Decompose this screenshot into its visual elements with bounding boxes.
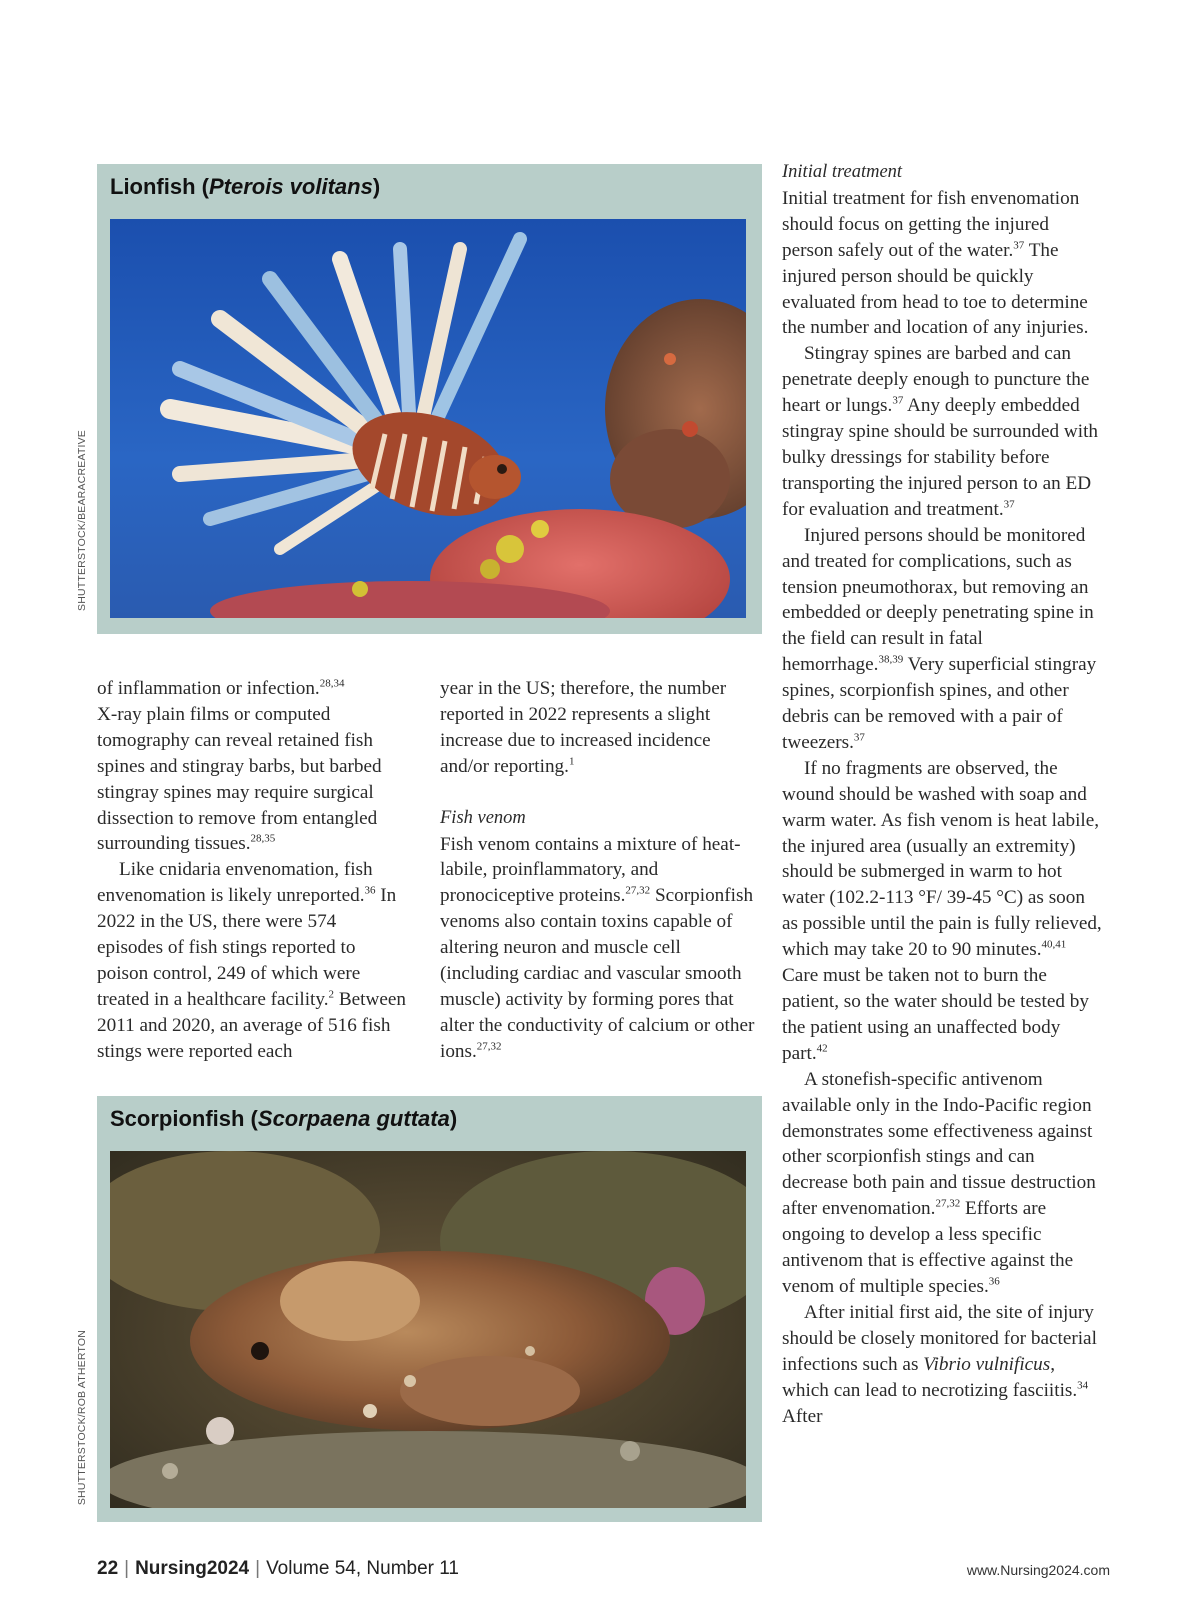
footer-citation: 22 | Nursing2024 | Volume 54, Number 11 <box>97 1558 459 1579</box>
body-column-2 <box>440 676 762 1065</box>
lionfish-figure-title: Lionfish (Pterois volitans) <box>110 174 381 199</box>
volume-issue: Volume 54, Number 11 <box>266 1558 459 1579</box>
scorpionfish-figure <box>97 1096 762 1522</box>
paragraph: of inflammation or infection.$^{28,34}$ <box>97 677 345 699</box>
scorpionfish-photo-credit: SHUTTERSTOCK/ROB ATHERTON <box>76 1330 88 1506</box>
scorpionfish-photo <box>110 1151 746 1508</box>
body-column-3 <box>782 160 1104 1429</box>
paragraph: Injured persons should be monitored and treated for complications, such as tension pneumothorax, but removing an embedded or deeply penetrating spine in the field can result in fatal hemorrhage.$^{38,39}$ Very superficial stingray spines, scorpionfish spines, and other debris can be removed with a pair of tweezers.$^{37}$ <box>782 524 1097 753</box>
paragraph: Initial treatment for fish envenomation should focus on getting the injured person safely out of the water.$^{37}$ The injured person should be quickly evaluated from head to toe to determine the number and location of any injuries. <box>782 187 1089 339</box>
paragraph: A stonefish-specific antivenom available only in the Indo-Pacific region demonstrates some effectiveness against other scorpionfish stings and can decrease both pain and tissue destruction after envenomation.$^{27,32}$ Efforts are ongoing to develop a less specific antivenom that is effective against the venom of multiple species.$^{36}$ <box>782 1068 1096 1297</box>
scorpionfish-figure-title: Scorpionfish (Scorpaena guttata) <box>110 1106 458 1131</box>
paragraph: After initial first aid, the site of injury should be closely monitored for bacterial infections such as Vibrio vulnificus, which can lead to necrotizing fasciitis.$^{34}$ After <box>782 1301 1097 1427</box>
paragraph: Like cnidaria envenomation, fish envenomation is likely unreported.$^{36}$ In 2022 in the US, there were 574 episodes of fish stings reported to poison control, 249 of which were treated in a healthcare facility.$^2$ Between 2011 and 2020, an average of 516 fish stings were reported each <box>97 859 406 1062</box>
section-heading: Initial treatment <box>782 162 903 182</box>
paragraph: Fish venom contains a mixture of heat-labile, proinflammatory, and pronociceptive proteins.$^{27,32}$ Scorpionfish venoms also contain toxins capable of altering neuron and muscle cell (including cardiac and vascular smooth muscle) activity by forming pores that alter the conductivity of calcium or other ions.$^{27,32}$ <box>440 833 755 1062</box>
paragraph: If no fragments are observed, the wound should be washed with soap and warm water. As fish venom is heat labile, the injured area (usually an extremity) should be submerged in warm to hot water (102.2-113 °F/ 39-45 °C) as soon as possible until the pain is fully relieved, which may take 20 to 90 minutes.$^{40,41}$ Care must be taken not to burn the patient, so the water should be tested by the patient using an unaffected body part.$^{42}$ <box>782 757 1102 1064</box>
lionfish-photo-credit: SHUTTERSTOCK/BEARACREATIVE <box>76 430 88 612</box>
section-heading: Fish venom <box>440 807 526 828</box>
paragraph: Stingray spines are barbed and can penetrate deeply enough to puncture the heart or lungs.$^{37}$ Any deeply embedded stingray spine should be surrounded with bulky dressings for stability before transporting the injured person to an ED for evaluation and treatment.$^{37}$ <box>782 343 1099 520</box>
journal-name: Nursing2024 <box>135 1558 250 1579</box>
website-link[interactable]: www.Nursing2024.com <box>966 1562 1110 1578</box>
body-column-1 <box>97 676 407 1065</box>
lionfish-photo <box>110 219 746 618</box>
page-footer <box>97 1558 1110 1580</box>
page-number: 22 <box>97 1558 119 1579</box>
paragraph: X-ray plain films or computed tomography can reveal retained fish spines and stingray barbs, but barbed stingray spines may require surgical dissection to remove from entangled surrounding tissues.$^{28,35}$ <box>97 703 382 855</box>
paragraph: year in the US; therefore, the number reported in 2022 represents a slight increase due to increased incidence and/or reporting.$^1$ <box>440 678 727 777</box>
lionfish-figure <box>97 164 762 634</box>
